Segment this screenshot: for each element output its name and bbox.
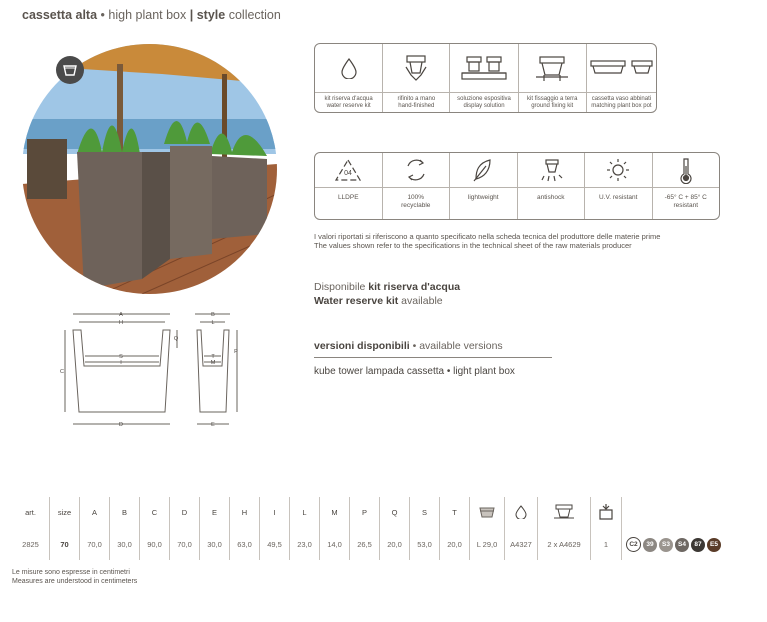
ground-fixing-icon — [534, 53, 570, 83]
cell-i: 49,5 — [260, 528, 290, 560]
measure-note — [12, 569, 137, 586]
cell-e: 30,0 — [200, 528, 230, 560]
cell-h: 63,0 — [230, 528, 260, 560]
material-temperature: -65° C + 85° C resistant — [653, 153, 720, 219]
cell-pack-qty: 1 — [591, 528, 622, 560]
cell-c: 90,0 — [140, 528, 170, 560]
feature-display-solution: soluzione espositiva display solution — [450, 44, 518, 112]
pot-icon — [470, 497, 505, 528]
dim-p-label: P — [234, 349, 238, 355]
color-swatch[interactable]: S4 — [675, 538, 689, 552]
color-swatch[interactable]: E5 — [707, 538, 721, 552]
dim-b-label: B — [211, 312, 215, 318]
material-panel — [314, 152, 720, 220]
pot-icon — [56, 56, 84, 84]
antishock-icon — [538, 157, 564, 183]
water-drop-icon — [339, 57, 359, 79]
col-e: E — [200, 497, 230, 528]
color-swatch[interactable]: 39 — [643, 538, 657, 552]
cell-d: 70,0 — [170, 528, 200, 560]
footer-en: Measures are understood in centimeters — [12, 577, 138, 585]
dim-i-label: I — [120, 360, 122, 366]
dim-m-label: M — [210, 360, 216, 366]
col-t: T — [440, 497, 470, 528]
dim-d-label: D — [119, 422, 123, 428]
col-h: H — [230, 497, 260, 528]
col-s: S — [410, 497, 440, 528]
colors-header — [622, 497, 741, 528]
matching-pot-icon — [588, 53, 654, 83]
col-m: M — [320, 497, 350, 528]
hand-finish-icon — [401, 53, 431, 83]
color-swatches — [622, 528, 741, 560]
cell-p: 26,5 — [350, 528, 380, 560]
col-size: size — [50, 497, 80, 528]
color-swatch[interactable]: 87 — [691, 538, 705, 552]
color-swatch[interactable]: S3 — [659, 538, 673, 552]
sun-icon — [605, 157, 631, 183]
dim-s-label: S — [119, 354, 123, 360]
material-lldpe: 04 LLDPE — [315, 153, 383, 219]
material-antishock: antishock — [518, 153, 586, 219]
dim-e-label: E — [211, 422, 215, 428]
water-drop-icon — [505, 497, 538, 528]
spec-note — [314, 232, 660, 250]
feature-ground-fixing: kit fissaggio a terra ground fixing kit — [519, 44, 587, 112]
col-l: L — [290, 497, 320, 528]
versions-heading: versioni disponibili • available versions — [314, 340, 503, 352]
cell-t: 20,0 — [440, 528, 470, 560]
display-solution-icon — [459, 53, 509, 83]
col-art: art. — [25, 508, 36, 517]
footer-it: Le misure sono espresse in centimetri — [12, 569, 130, 576]
table-header-row — [12, 497, 740, 528]
cell-b: 30,0 — [110, 528, 140, 560]
feature-panel — [314, 43, 657, 113]
feature-matching-pot: cassetta vaso abbinati matching plant box pot — [587, 44, 656, 112]
cell-l: 23,0 — [290, 528, 320, 560]
page-title: cassetta alta • high plant box | style collection — [22, 8, 281, 22]
feather-icon — [470, 157, 496, 183]
dim-q-label: Q — [173, 336, 179, 342]
col-a: A — [80, 497, 110, 528]
thermometer-icon — [676, 156, 696, 184]
col-q: Q — [380, 497, 410, 528]
cell-s: 53,0 — [410, 528, 440, 560]
cell-fixing-kit: 2 x A4629 — [538, 528, 591, 560]
spec-table — [12, 497, 740, 560]
box-arrow-icon — [591, 497, 622, 528]
cell-art: 2825 — [22, 539, 39, 549]
availability: Disponibile kit riserva d'acqua Water reserve kit available — [314, 281, 461, 307]
cell-water-kit: A4327 — [505, 528, 538, 560]
feature-water-reserve: kit riserva d'acqua water reserve kit — [315, 44, 383, 112]
ground-fixing-icon — [538, 497, 591, 528]
col-d: D — [170, 497, 200, 528]
material-lightweight: lightweight — [450, 153, 518, 219]
material-recyclable: 100% recyclable — [383, 153, 451, 219]
technical-drawing — [55, 310, 245, 430]
col-i: I — [260, 497, 290, 528]
dim-h-label: H — [119, 320, 123, 326]
note-en: The values shown refer to the specifications in the technical sheet of the raw materials producer — [314, 241, 632, 250]
recyclable-icon — [403, 157, 429, 183]
table-row — [12, 528, 740, 560]
col-b: B — [110, 497, 140, 528]
dim-l-label: L — [211, 320, 215, 326]
cell-m: 14,0 — [320, 528, 350, 560]
col-p: P — [350, 497, 380, 528]
svg-text:04: 04 — [344, 170, 353, 177]
feature-hand-finished: rifinito a mano hand-finished — [383, 44, 450, 112]
color-swatch[interactable]: C2 — [626, 537, 641, 552]
cell-q: 20,0 — [380, 528, 410, 560]
note-it: I valori riportati si riferiscono a quanto specificato nella scheda tecnica del produttore delle materie prime — [314, 232, 661, 241]
dim-c-label: C — [60, 369, 64, 375]
material-uv-resistant: U.V. resistant — [585, 153, 653, 219]
versions-divider — [314, 357, 552, 358]
cell-a: 70,0 — [80, 528, 110, 560]
dim-a-label: A — [119, 312, 123, 318]
cell-size: 70 — [50, 528, 80, 560]
cell-pot-size: L 29,0 — [470, 528, 505, 560]
recycle-04-icon — [333, 157, 363, 183]
col-c: C — [140, 497, 170, 528]
version-item[interactable]: kube tower lampada cassetta • light plant box — [314, 366, 515, 377]
dim-t-label: T — [211, 354, 215, 360]
